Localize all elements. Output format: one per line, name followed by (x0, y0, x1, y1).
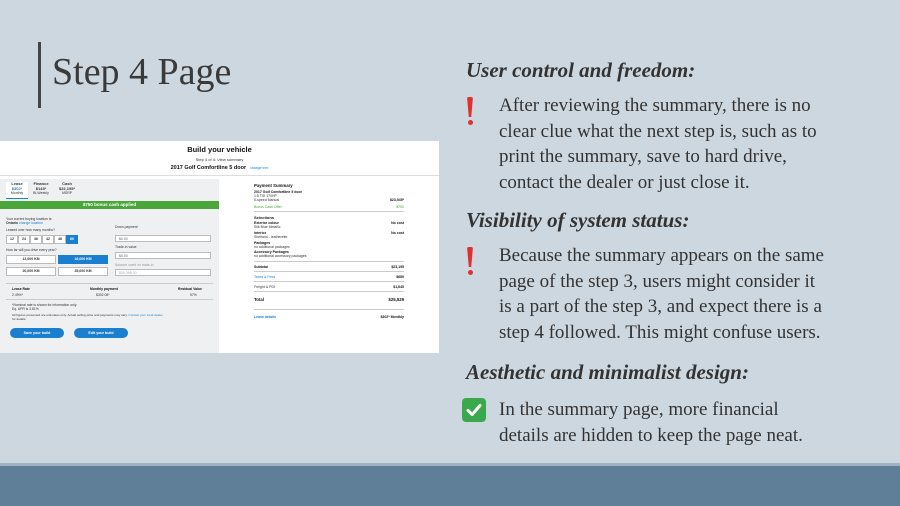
step-label: Step 4 of 4: View summary (195, 157, 244, 162)
km-option-selected[interactable]: 16,000 KM (58, 255, 108, 264)
balance-input[interactable]: $25,398.00 (115, 269, 211, 276)
tab-cash-amount: $22,195* (58, 185, 75, 191)
summary-engine: 1.8 TSI 170HP (254, 194, 277, 198)
change-trim-link[interactable]: change trim (250, 166, 269, 170)
monthly-value: $302.08* (96, 293, 110, 297)
tab-finance-amount: $143* (35, 185, 47, 191)
int-label: Interior (254, 231, 267, 235)
tab-finance-label: Finance (33, 181, 49, 186)
title-accent-bar (38, 42, 41, 108)
footer-band (0, 466, 900, 506)
tab-lease[interactable] (6, 182, 28, 199)
int-cost: No cost (391, 231, 404, 235)
subtotal-label: Subtotal (254, 265, 268, 269)
check-icon (462, 398, 486, 422)
change-location-link[interactable]: change location (19, 221, 43, 225)
residual-value: 57% (190, 293, 197, 297)
subtotal-row (254, 265, 404, 269)
text-line: is a part of the step 3, and expect there is a (499, 296, 822, 317)
location-label: Your current buying location is: (6, 217, 53, 221)
estimate-text: All figures presented are estimates only. Actual selling price and payments may vary. (12, 313, 128, 317)
months-option[interactable]: 42 (42, 235, 54, 244)
save-build-button[interactable]: Save your build (10, 328, 64, 338)
heading-visibility: Visibility of system status: (466, 208, 690, 232)
summary-bonus (254, 205, 404, 209)
ext-cost: No cost (391, 221, 404, 225)
location-row (6, 221, 43, 225)
paragraph-user-control (499, 93, 897, 195)
months-option[interactable]: 24 (18, 235, 30, 244)
pkg-value: no additional packages (254, 245, 290, 249)
tab-lease-label: Lease (11, 181, 23, 186)
down-payment-label: Down payment (115, 225, 138, 229)
acc-value: no additional accessory packages (254, 254, 307, 258)
months-label: Leased over how many months? (6, 228, 56, 232)
nominal-note: *Nominal rate is shown for information only. (12, 303, 78, 307)
freight-label: Freight & PDI (254, 285, 276, 289)
bonus-cash-banner: $750 bonus cash applied (0, 201, 219, 209)
monthly-label: Monthly payment (90, 287, 118, 291)
km-label: How far will you drive every year? (6, 248, 57, 252)
apr-note: Eq. APR is 3.81% (12, 307, 39, 311)
down-payment-input[interactable]: $0.00 (115, 235, 211, 242)
lease-details-row (254, 315, 404, 319)
tab-lease-amount: $302* (11, 185, 23, 191)
taxes-link[interactable]: Taxes & Fees (254, 275, 276, 279)
taxes-value: $689 (396, 275, 404, 279)
divider (254, 309, 404, 310)
text-line: Because the summary appears on the same (499, 245, 824, 266)
acc-label: Accessory Packages (254, 250, 289, 254)
vehicle-label: 2017 Golf Comfortline 5 door (170, 165, 247, 171)
months-option[interactable]: 36 (30, 235, 42, 244)
ext-value: Silk Blue Metallic (254, 225, 281, 229)
contact-suffix: for details. (12, 317, 27, 321)
divider (254, 281, 404, 282)
trade-label: Trade-in value (115, 245, 137, 249)
text-line: step 4 followed. This might confuse users. (499, 321, 821, 343)
payment-calculator (0, 179, 219, 353)
balance-label: Balance owed on trade-in (115, 263, 154, 267)
paragraph-aesthetic (499, 397, 897, 448)
months-option[interactable]: 12 (6, 235, 18, 244)
text-line: details are hidden to keep the page neat. (499, 424, 803, 446)
km-option[interactable]: 12,000 KM (6, 255, 56, 264)
text-line: In the summary page, more financial (499, 399, 779, 420)
freight-value: $1,645 (393, 285, 404, 289)
total-label: Total (254, 297, 264, 302)
km-option[interactable]: 25,000 KM (58, 267, 108, 276)
heading-aesthetic: Aesthetic and minimalist design: (466, 360, 749, 384)
divider (254, 271, 404, 272)
summary-heading: Payment Summary (254, 183, 293, 188)
exclamation-icon (466, 97, 474, 125)
divider (254, 291, 404, 292)
lease-details-link[interactable]: Lease details (254, 315, 276, 319)
subtotal-value: $23,195 (391, 265, 404, 269)
edit-build-button[interactable]: Edit your build (74, 328, 128, 338)
summary-trans (254, 198, 404, 202)
trans-label: 5-speed Manual (254, 198, 280, 202)
divider (254, 261, 404, 262)
total-row (254, 297, 404, 302)
slide-title: Step 4 Page (52, 51, 232, 93)
summary-model: 2017 Golf Comfortline 5 door (254, 190, 303, 194)
freight-row (254, 285, 404, 289)
base-price: $23,945* (389, 198, 404, 202)
total-value: $25,529 (388, 297, 404, 302)
ext-label: Exterior colour (254, 221, 279, 225)
tab-cash-label: Cash (62, 181, 72, 186)
divider (6, 299, 213, 300)
vehicle-name (0, 165, 439, 171)
divider (6, 283, 213, 284)
header-divider (0, 175, 439, 176)
bonus-value: $750 (396, 205, 404, 209)
pkg-label: Packages (254, 241, 271, 245)
selections-heading: Selections (254, 215, 275, 220)
text-line: page of the step 3, users might consider it (499, 270, 816, 292)
lease-monthly: $302* Monthly (380, 315, 404, 319)
bonus-label: Bonus Cash Offer (254, 205, 282, 209)
text-line: print the summary, save to hard drive, (499, 146, 787, 167)
location-value: Ontario (6, 221, 19, 225)
contact-dealer-link[interactable]: Contact your local dealer (128, 313, 163, 317)
tab-finance[interactable] (30, 182, 52, 198)
km-option[interactable]: 20,000 KM (6, 267, 56, 276)
paragraph-visibility (499, 243, 897, 345)
lease-rate-label: Lease Rate (12, 287, 30, 291)
trade-input[interactable]: $0.00 (115, 252, 211, 259)
build-title: Build your vehicle (187, 145, 252, 154)
divider (254, 211, 404, 212)
exclamation-icon (466, 247, 474, 275)
months-option-selected[interactable]: 60 (66, 235, 78, 244)
text-line: After reviewing the summary, there is no (499, 95, 811, 116)
heading-user-control: User control and freedom: (466, 58, 696, 82)
taxes-row (254, 275, 404, 279)
residual-label: Residual Value (178, 287, 202, 291)
int-value: Shetland - leatherette (254, 235, 288, 239)
tab-finance-period: Bi-Weekly (33, 191, 49, 195)
months-option[interactable]: 48 (54, 235, 66, 244)
text-line: contact the dealer or just close it. (499, 171, 750, 193)
text-line: clear clue what the next step is, such as to (499, 120, 817, 142)
tab-lease-period: Monthly (10, 191, 24, 195)
embedded-screenshot (0, 141, 439, 353)
tab-cash[interactable] (56, 182, 78, 198)
lease-rate-value: 2.49%* (12, 293, 23, 297)
estimate-note (12, 313, 163, 317)
tab-cash-period: MSRP (61, 191, 73, 195)
